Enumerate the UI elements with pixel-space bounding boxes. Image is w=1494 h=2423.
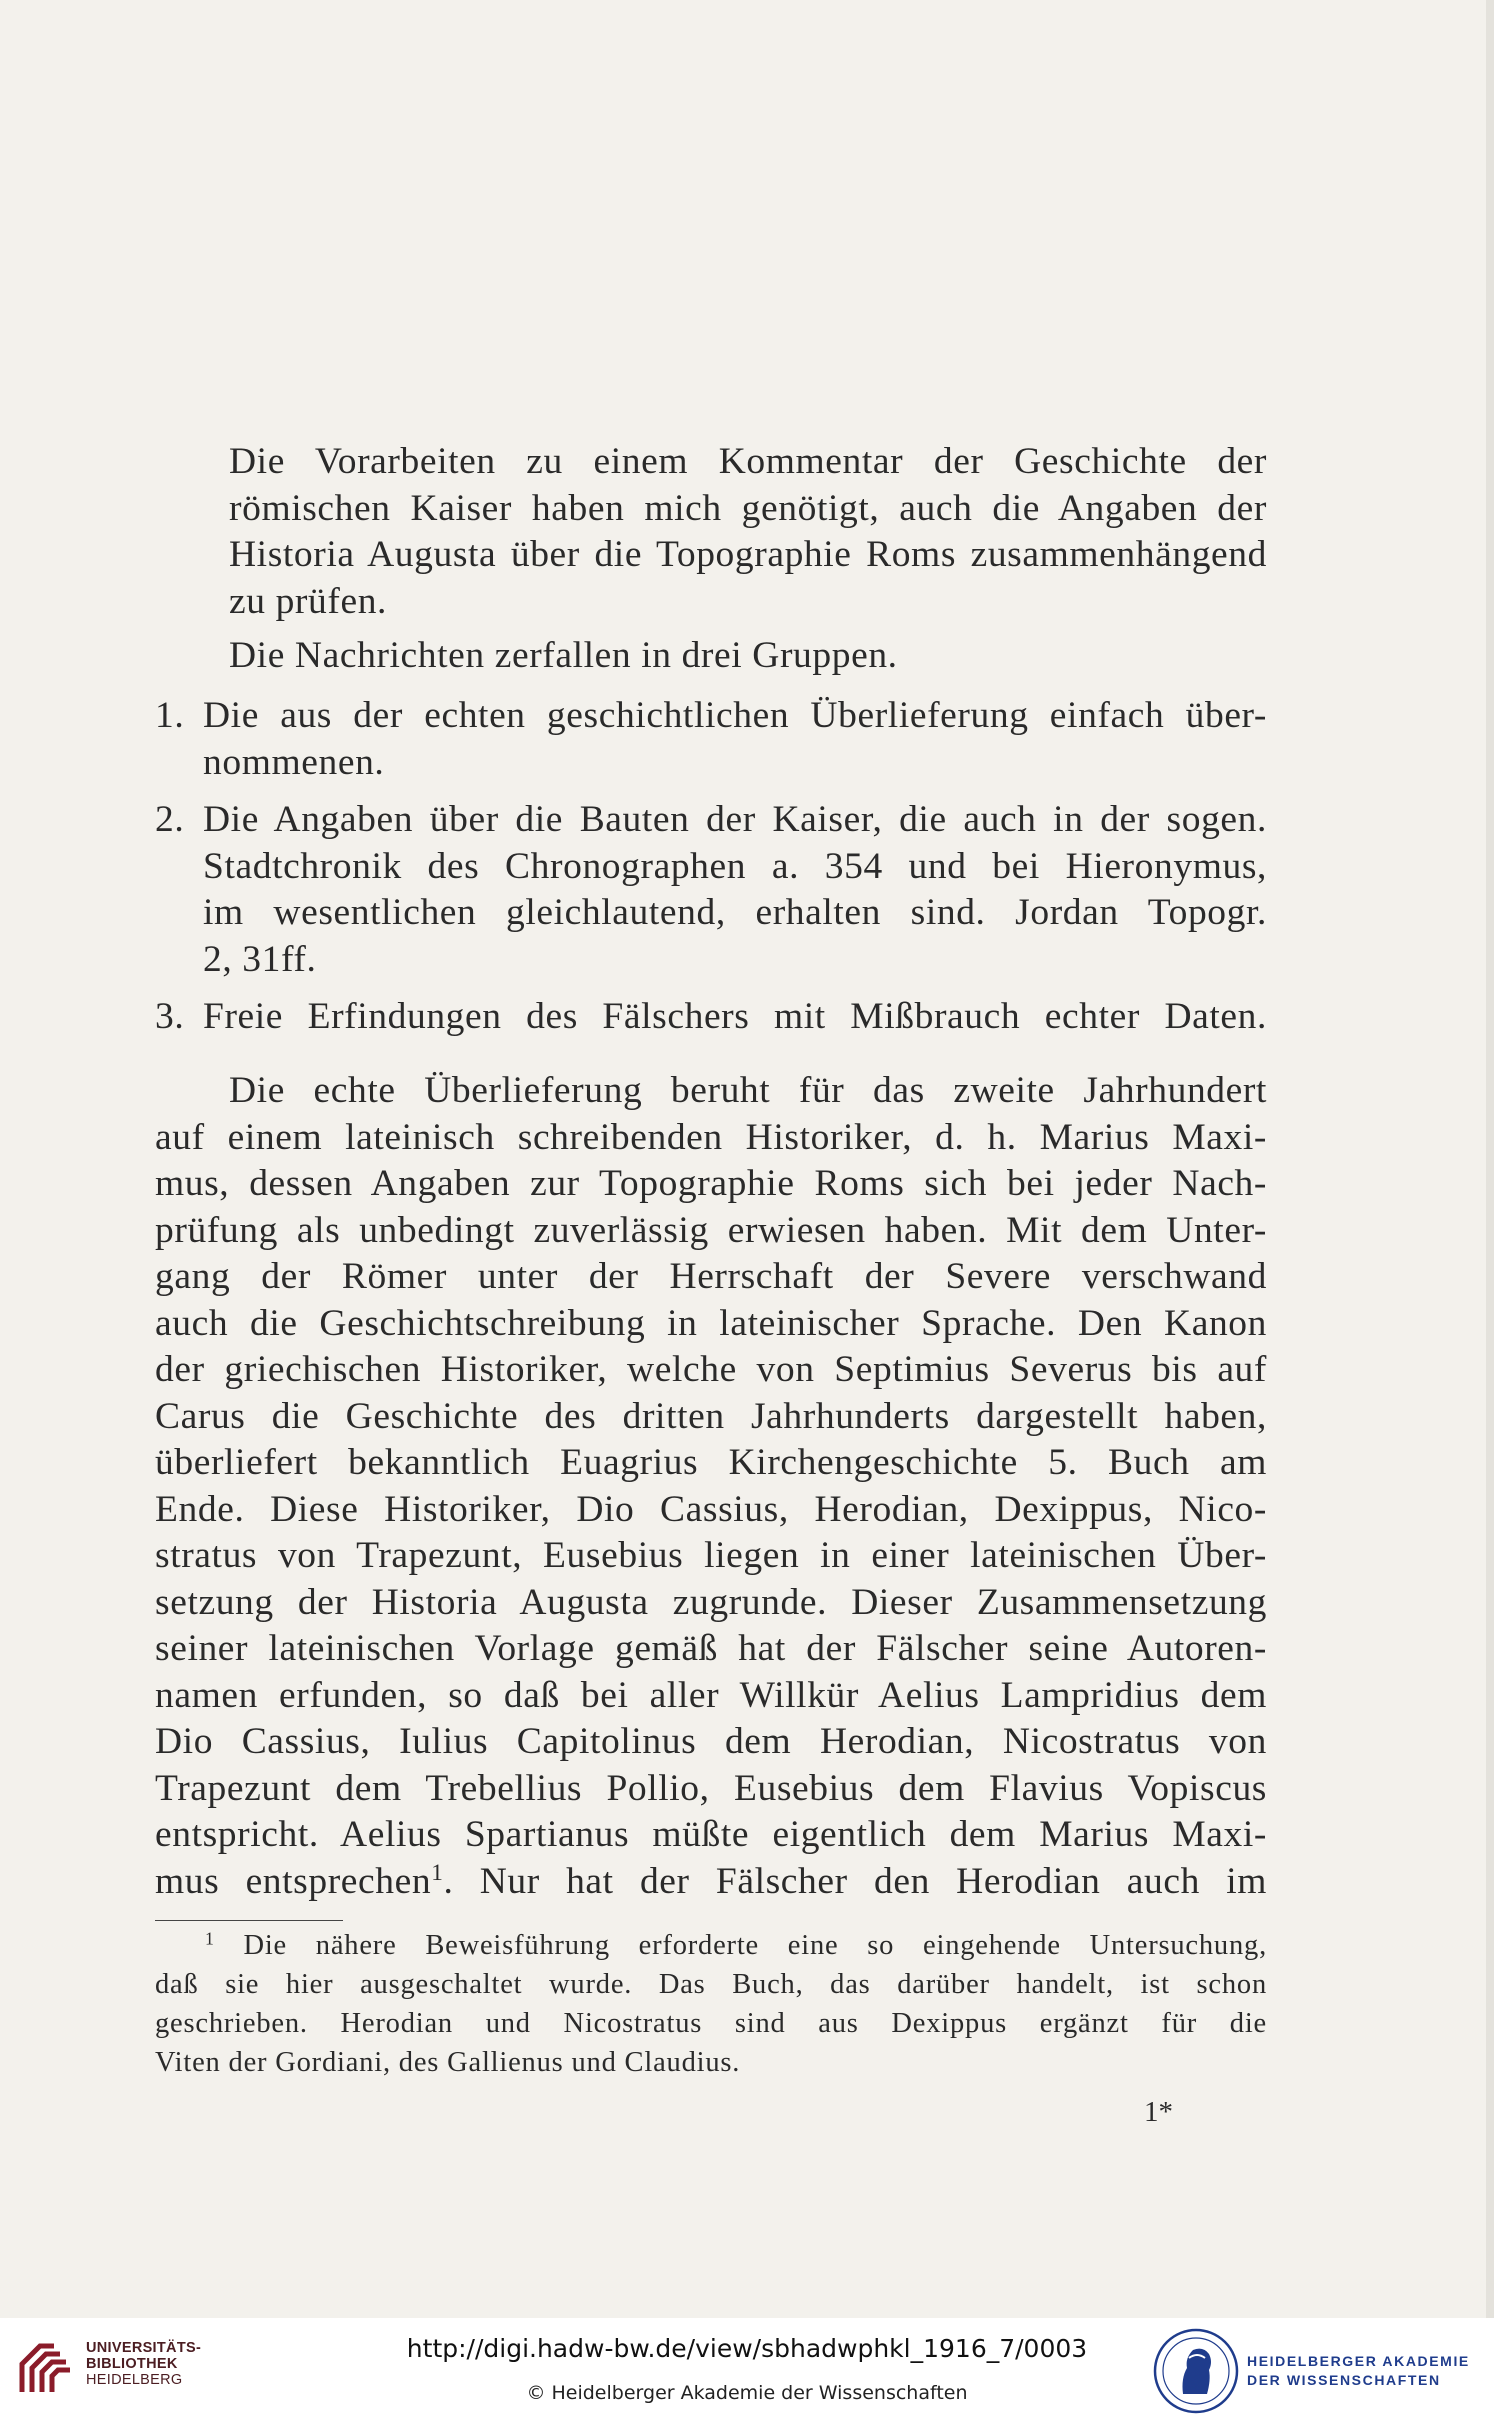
footer-bar: [0, 2318, 1494, 2423]
footnote-text: Die nähere Beweisführung erforderte eine so eingehende Untersuchung,: [243, 1930, 1267, 1961]
footnote-marker: 1: [205, 1928, 215, 1949]
permalink-url[interactable]: http://digi.hadw-bw.de/view/sbhadwphkl_1916_7/0003: [406, 2334, 1088, 2363]
list-number: 3.: [155, 996, 185, 1037]
text-line: entspricht. Aelius Spartianus müßte eigentlich dem Marius Maxi-: [155, 1814, 1267, 1855]
text-line: Freie Erfindungen des Fälschers mit Mißbrauch echter Daten.: [203, 996, 1267, 1037]
numbered-list: [155, 693, 1267, 1041]
list-number: 2.: [155, 799, 185, 840]
text-line: Die echte Überlieferung beruht für das zweite Jahrhundert: [229, 1070, 1267, 1111]
library-name-line: BIBLIOTHEK: [86, 2356, 178, 2372]
library-name-line: HEIDELBERG: [86, 2372, 183, 2388]
signature-mark: 1*: [1144, 2096, 1173, 2128]
text-line: Die Vorarbeiten zu einem Kommentar der Geschichte der: [229, 441, 1267, 482]
text-line: prüfung als unbedingt zuverlässig erwiesen haben. Mit dem Unter-: [155, 1209, 1267, 1251]
footnote: [155, 1926, 1267, 2082]
academy-name-line: HEIDELBERGER AKADEMIE: [1247, 2353, 1470, 2369]
list-item-1: [155, 693, 1267, 786]
paragraph-2: [155, 633, 1267, 680]
text-line: Historia Augusta über die Topographie Roms zusammenhängend: [229, 534, 1267, 575]
text-line: zu prüfen.: [229, 580, 388, 622]
list-item-3: [155, 994, 1267, 1041]
text-line: im wesentlichen gleichlautend, erhalten sind. Jordan Topogr.: [203, 892, 1267, 933]
text-line: auf einem lateinisch schreibenden Historiker, d. h. Marius Maxi-: [155, 1116, 1267, 1158]
text-line: auch die Geschichtschreibung in lateinischer Sprache. Den Kanon: [155, 1302, 1267, 1344]
text-line: seiner lateinischen Vorlage gemäß hat der Fälscher seine Autoren-: [155, 1628, 1267, 1669]
text-line: mus, dessen Angaben zur Topographie Roms sich bei jeder Nach-: [155, 1163, 1267, 1204]
text-line: Stadtchronik des Chronographen a. 354 und bei Hieronymus,: [203, 845, 1267, 887]
footnote-reference: 1: [431, 1859, 444, 1886]
text-line: 2, 31ff.: [203, 938, 317, 980]
text-line: stratus von Trapezunt, Eusebius liegen in einer lateinischen Über-: [155, 1535, 1267, 1576]
text-segment: . Nur hat der Fälscher den Herodian auch im: [443, 1860, 1267, 1902]
library-name-line: UNIVERSITÄTS-: [86, 2340, 202, 2356]
academy-seal-icon: [1153, 2328, 1239, 2414]
text-line: überliefert bekanntlich Euagrius Kirchengeschichte 5. Buch am: [155, 1442, 1267, 1483]
text-segment: mus entsprechen: [155, 1860, 432, 1902]
text-line: gang der Römer unter der Herrschaft der Severe verschwand: [155, 1256, 1267, 1297]
list-item-2: [155, 797, 1267, 983]
text-line: Die aus der echten geschichtlichen Überlieferung einfach über-: [203, 695, 1267, 736]
text-line: römischen Kaiser haben mich genötigt, auch die Angaben der: [229, 487, 1267, 529]
academy-name: [1247, 2352, 1470, 2390]
copyright-notice: © Heidelberger Akademie der Wissenschaften: [526, 2382, 968, 2404]
text-line: Die Angaben über die Bauten der Kaiser, die auch in der sogen.: [203, 799, 1267, 840]
text-line: nommenen.: [203, 741, 385, 783]
text-line-with-footnote-ref: [155, 1859, 1267, 1906]
academy-name-line: DER WISSENSCHAFTEN: [1247, 2372, 1441, 2388]
list-number: 1.: [155, 695, 185, 736]
text-line: der griechischen Historiker, welche von Septimius Severus bis auf: [155, 1349, 1267, 1390]
footnote-line: geschrieben. Herodian und Nicostratus sind aus Dexippus ergänzt für die: [155, 2008, 1267, 2039]
paragraph-1-body: [155, 439, 1267, 625]
footnote-line: [155, 1926, 1267, 1965]
footnote-divider: [155, 1920, 343, 1921]
text-line: Ende. Diese Historiker, Dio Cassius, Herodian, Dexippus, Nico-: [155, 1488, 1267, 1530]
text-line: Die Nachrichten zerfallen in drei Gruppen.: [229, 635, 898, 676]
footnote-line: daß sie hier ausgeschaltet wurde. Das Buch, das darüber handelt, ist schon: [155, 1969, 1267, 2000]
text-line: Dio Cassius, Iulius Capitolinus dem Herodian, Nicostratus von: [155, 1721, 1267, 1762]
paragraph-3: [155, 1068, 1267, 1905]
page-edge: [1486, 0, 1494, 2320]
text-line: setzung der Historia Augusta zugrunde. Dieser Zusammensetzung: [155, 1581, 1267, 1623]
text-line: Trapezunt dem Trebellius Pollio, Eusebius dem Flavius Vopiscus: [155, 1767, 1267, 1809]
paragraph-1: [155, 439, 1267, 625]
text-line: Carus die Geschichte des dritten Jahrhunderts dargestellt haben,: [155, 1395, 1267, 1437]
text-line: namen erfunden, so daß bei aller Willkür Aelius Lampridius dem: [155, 1674, 1267, 1716]
footnote-line: Viten der Gordiani, des Gallienus und Claudius.: [155, 2047, 741, 2078]
